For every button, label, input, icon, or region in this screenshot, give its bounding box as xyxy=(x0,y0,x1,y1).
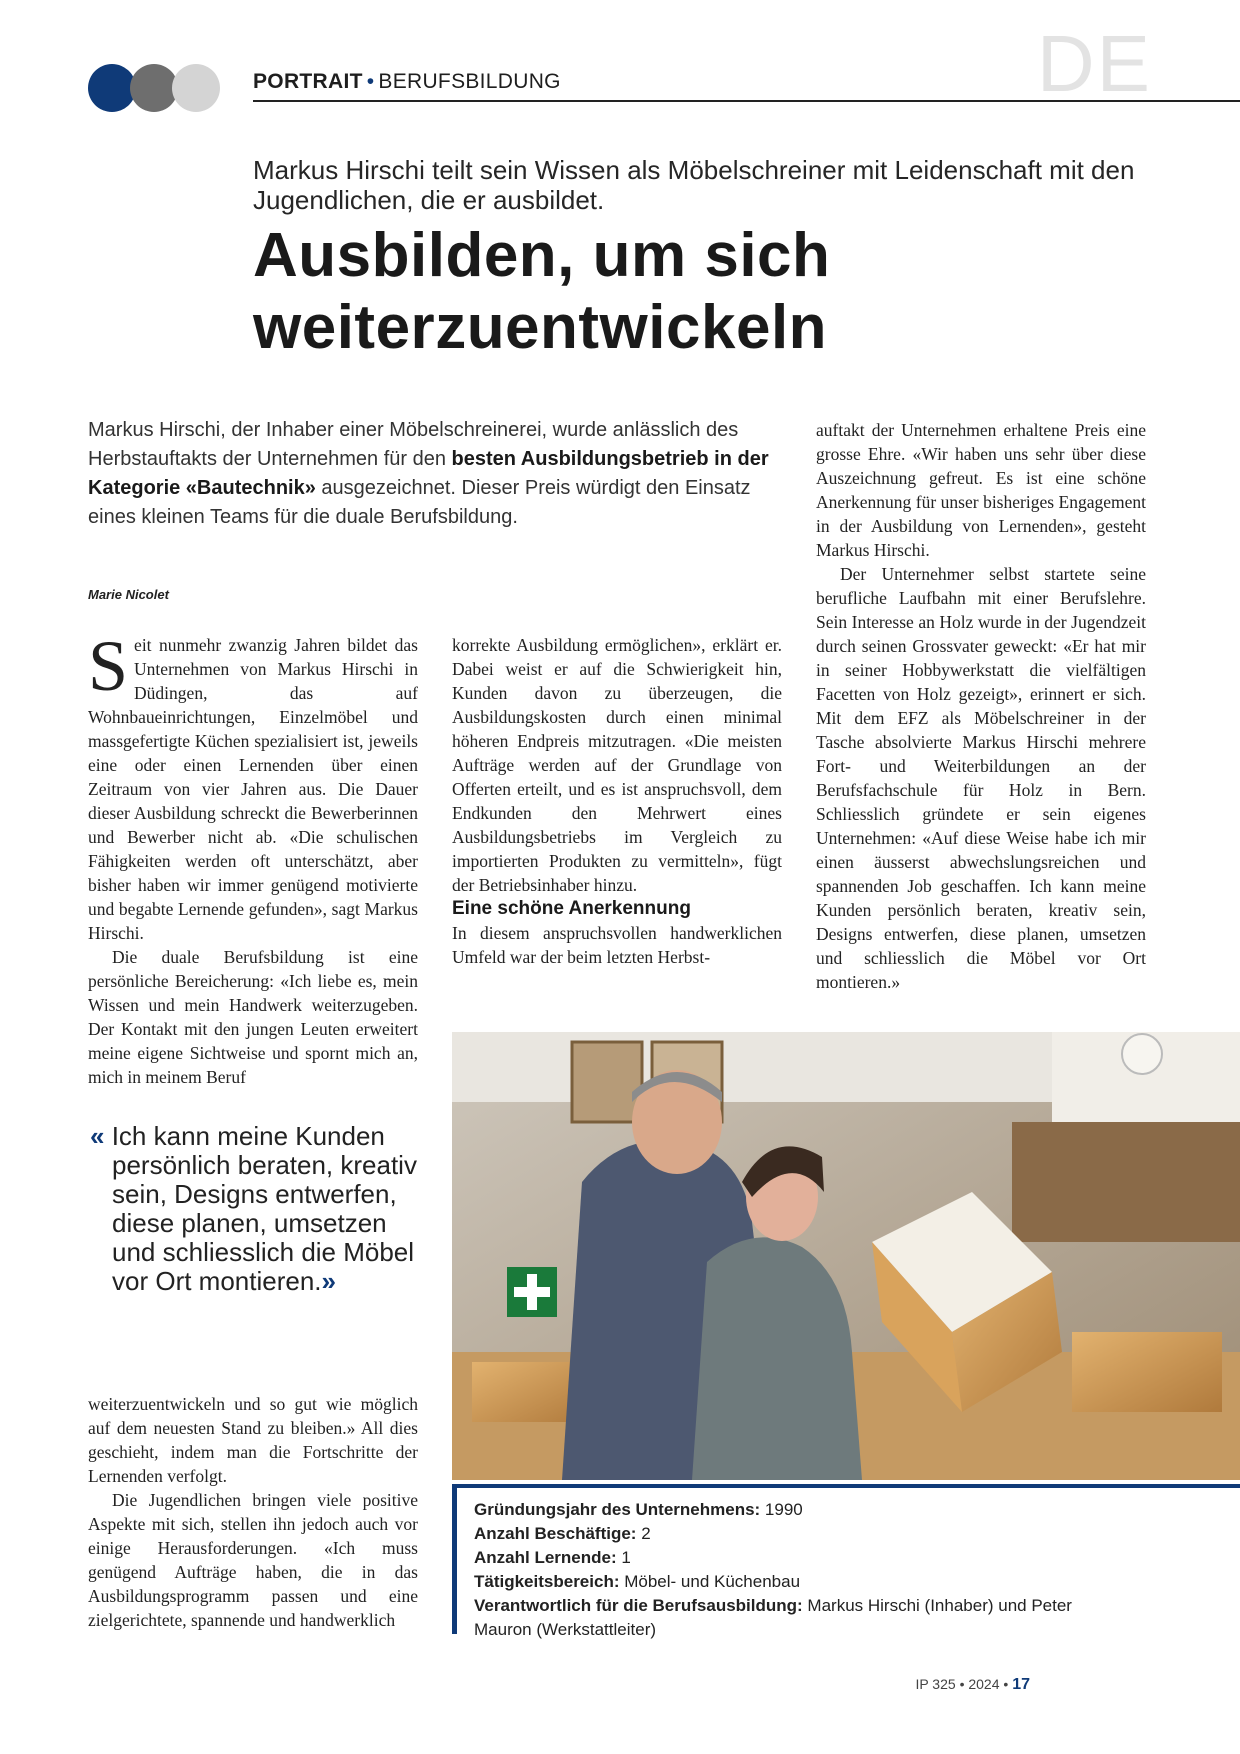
section-bullet: • xyxy=(366,70,375,93)
fact-field: Tätigkeitsbereich: Möbel- und Küchenbau xyxy=(474,1572,801,1591)
dot-light xyxy=(172,64,220,112)
subheading: Eine schöne Anerkennung xyxy=(452,898,691,919)
column-2 xyxy=(452,633,782,969)
body-p8: Der Unternehmer selbst startete seine berufliche Laufbahn mit einer Berufslehre. Sein Interesse an Holz wurde in der Jugendzeit durch seinen Grossvater geweckt: «Er hat mir in seiner Hobbywerkstatt die vielfältigen Facetten von Holz gezeigt», erinnert er sich. Mit dem EFZ als Möbelschreiner in der Tasche absolvierte Markus Hirschi mehrere Fort- und Weiterbildungen an der Berufsfachschule für Holz in Bern. Schliesslich gründete er sein eigenes Unternehmen: «Auf diese Weise habe ich mir einen äusserst abwechslungsreichen und spannenden Job geschaffen. Ich kann meine Kunden persönlich beraten, kreativ sein, Designs entwerfen, diese planen, umsetzen und schliesslich die Möbel vor Ort montieren.» xyxy=(816,564,1146,992)
lead-bold: besten Ausbildungsbetrieb in der Kategorie «Bautechnik» xyxy=(88,448,769,499)
byline: Marie Nicolet xyxy=(88,587,169,602)
fact-responsible: Verantwortlich für die Berufsausbildung: Markus Hirschi (Inhaber) und Peter Mauron (Werkstattleiter) xyxy=(474,1596,1072,1639)
column-1-continued xyxy=(88,1392,418,1632)
footer-issue: IP 325 xyxy=(915,1676,956,1692)
column-3 xyxy=(816,418,1146,994)
lead-part-1: Markus Hirschi, der Inhaber einer Möbelschreinerei, wurde anlässlich des Herbstauftakts der Unternehmen für den xyxy=(88,419,739,470)
page-number: 17 xyxy=(1012,1676,1030,1693)
footer-bullet: • xyxy=(959,1676,965,1692)
language-tag: DE xyxy=(1036,19,1152,108)
body-p7: auftakt der Unternehmen erhaltene Preis eine grosse Ehre. «Wir haben uns sehr über diese Auszeichnung gefreut. Es ist eine schöne Anerkennung für unser bisheriges Engagement in der Ausbildung von Lernenden», gesteht Markus Hirschi. xyxy=(816,420,1146,560)
section-dots xyxy=(88,64,228,112)
quote-close-mark: » xyxy=(321,1266,336,1296)
fact-employees: Anzahl Beschäftige: 2 xyxy=(474,1524,651,1543)
column-1 xyxy=(88,626,418,1089)
body-p4: Die Jugendlichen bringen viele positive Aspekte mit sich, stellen ihn jedoch auch vor einige Herausforderungen. «Ich muss genügend Aufträge haben, die in das Ausbildungsprogramm passen und eine zielgerichtete, spannende und handwerklich xyxy=(88,1490,418,1630)
body-p2: Die duale Berufsbildung ist eine persönliche Bereicherung: «Ich liebe es, mein Wissen und mein Handwerk weiterzugeben. Der Kontakt mit den jungen Leuten erweitert meine eigene Sichtweise und spornt mich an, mich in meinem Beruf xyxy=(88,947,418,1087)
dot-grey xyxy=(130,64,178,112)
footer-year: 2024 xyxy=(968,1676,1000,1692)
body-p5: korrekte Ausbildung ermöglichen», erklärt er. Dabei weist er auf die Schwierigkeit hin, Kunden davon zu überzeugen, die Ausbildungskosten durch einen minimal höheren Endpreis mitzutragen. «Die meisten Aufträge werden auf der Grundlage von Offerten erteilt, und es ist anspruchsvoll, dem Endkunden den Mehrwert eines Ausbildungsbetriebs im Vergleich zu importierten Produkten zu vermitteln», fügt der Betriebsinhaber hinzu. xyxy=(452,635,782,895)
facts-list xyxy=(474,1498,1074,1642)
kicker: Markus Hirschi teilt sein Wissen als Möbelschreiner mit Leidenschaft mit den Jugendlichen, die er ausbildet. xyxy=(253,155,1135,215)
section-bold: PORTRAIT xyxy=(253,70,363,93)
fact-founding-year: Gründungsjahr des Unternehmens: 1990 xyxy=(474,1500,803,1519)
body-p3: weiterzuentwickeln und so gut wie möglich auf dem neuesten Stand zu bleiben.» All dies geschieht, indem man die Fortschritte der Lernenden verfolgt. xyxy=(88,1394,418,1486)
pull-quote xyxy=(90,1121,422,1296)
lead-part-2: ausgezeichnet. Dieser Preis würdigt den Einsatz eines kleinen Teams für die duale Berufsbildung. xyxy=(88,477,751,528)
facts-box xyxy=(452,1484,1240,1644)
quote-open-mark: « xyxy=(90,1121,105,1151)
headline: Ausbilden, um sich weiterzuentwickeln xyxy=(253,221,831,362)
body-p6: In diesem anspruchsvollen handwerklichen Umfeld war der beim letzten Herbst- xyxy=(452,923,782,967)
drop-cap: S xyxy=(88,626,129,706)
fact-apprentices: Anzahl Lernende: 1 xyxy=(474,1548,631,1567)
body-p1: eit nunmehr zwanzig Jahren bildet das Unternehmen von Markus Hirschi in Düdingen, das auf Wohnbaueinrichtungen, Einzelmöbel und massgefertigte Küchen spezialisiert ist, jeweils eine oder einen Lernenden über einen Zeitraum von vier Jahren aus. Die Dauer dieser Ausbildung schreckt die Bewerberinnen und Bewerber nicht ab. «Die schulischen Fähigkeiten werden oft unterschätzt, aber bisher haben wir immer genügend motivierte und begabte Lernende gefunden», sagt Markus Hirschi. xyxy=(88,635,418,943)
section-sub: BERUFSBILDUNG xyxy=(378,70,561,93)
facts-top-rule xyxy=(452,1484,1240,1488)
dot-blue xyxy=(88,64,136,112)
footer-bullet-2: • xyxy=(1003,1676,1009,1692)
lead-paragraph xyxy=(88,416,788,532)
section-label xyxy=(253,70,561,94)
workshop-photo xyxy=(452,1032,1240,1480)
facts-side-rule xyxy=(452,1484,457,1634)
page-footer xyxy=(915,1676,1030,1694)
quote-text: Ich kann meine Kunden persönlich beraten, kreativ sein, Designs entwerfen, diese planen, umsetzen und schliesslich die Möbel vor Ort montieren. xyxy=(111,1121,417,1296)
